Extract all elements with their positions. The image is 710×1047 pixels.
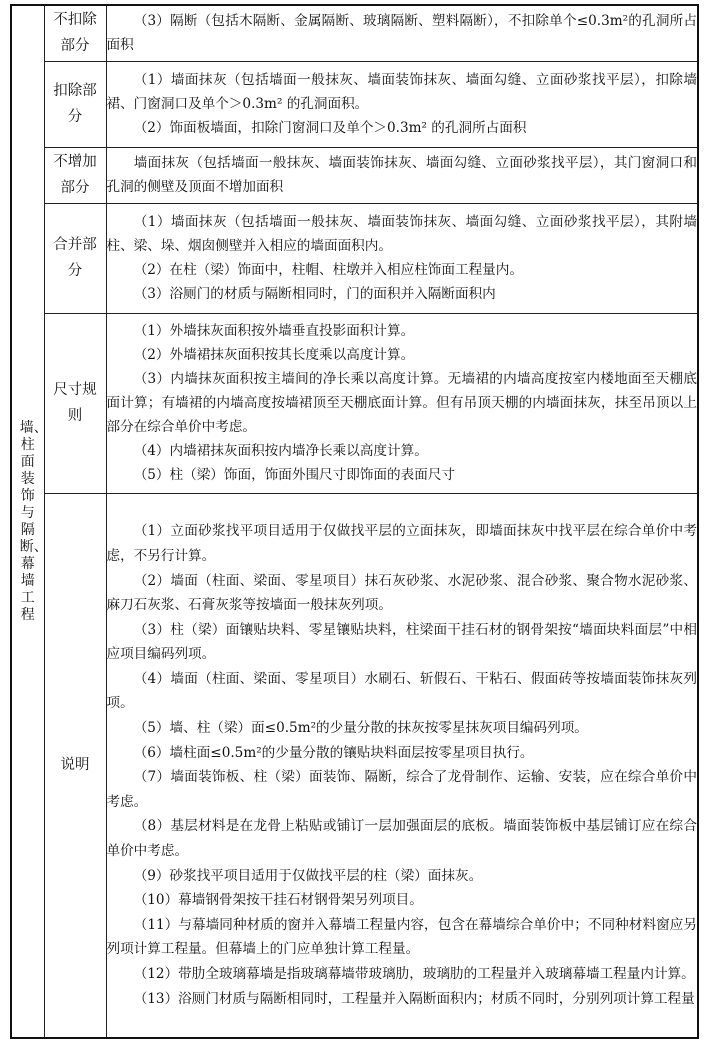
content-cell: [106, 203, 698, 313]
row-not-increased: [11, 147, 698, 203]
content-cell: [106, 147, 698, 203]
category-label: 尺寸规则: [53, 382, 97, 424]
rule-text: （13）浴厕门材质与隔断相同时，工程量并入隔断面积内；材质不同时，分别列项计算工程量: [133, 990, 695, 1007]
rule-text: （3）隔断（包括木隔断、金属隔断、玻璃隔断、塑料隔断），不扣除单个≤0.3m²的孔洞所占面积: [106, 13, 697, 54]
category-cell: [44, 147, 106, 203]
category-cell: [44, 313, 106, 493]
row-merged: [11, 203, 698, 313]
category-cell: [44, 61, 106, 147]
rule-text: （5）墙、柱（梁）面≤0.5m²的少量分散的抹灰按零星抹灰项目编码列项。: [133, 720, 588, 737]
rule-text: （12）带肋全玻璃幕墙是指玻璃幕墙带玻璃肋，玻璃肋的工程量并入玻璃幕墙工程量内计算。: [133, 966, 695, 982]
rule-text: （1）墙面抹灰（包括墙面一般抹灰、墙面装饰抹灰、墙面勾缝、立面砂浆找平层），扣除墙裙、门窗洞口及单个＞0.3m² 的孔洞面积。: [106, 71, 697, 112]
content-cell: [106, 313, 698, 493]
rules-table: [10, 4, 699, 1039]
rule-text: （2）饰面板墙面，扣除门窗洞口及单个＞0.3m² 的孔洞所占面积: [133, 120, 527, 137]
rule-text: （4）内墙裙抹灰面积按内墙净长乘以高度计算。: [133, 443, 428, 459]
category-cell: [44, 493, 106, 1038]
rule-text: （3）内墙抹灰面积按主墙间的净长乘以高度计算。无墙裙的内墙高度按室内楼地面至天棚底面计算；有墙裙的内墙高度按墙裙顶至天棚底面计算。但有吊顶天棚的内墙面抹灰，抹至吊顶以上部分在综合单价中考虑。: [106, 371, 697, 435]
category-label: 说明: [60, 757, 90, 774]
category-label: 不增加部分: [53, 154, 97, 196]
rule-text: （5）柱（梁）饰面，饰面外围尺寸即饰面的表面尺寸: [133, 467, 455, 483]
category-cell: [44, 203, 106, 313]
row-dimension-rules: [11, 313, 698, 493]
rule-text: （2）在柱（梁）饰面中，柱帽、柱墩并入相应柱饰面工程量内。: [133, 262, 523, 278]
rule-text: （1）立面砂浆找平项目适用于仅做找平层的立面抹灰，即墙面抹灰中找平层在综合单价中考虑，不另行计算。: [106, 523, 697, 564]
rule-text: （3）浴厕门的材质与隔断相同时，门的面积并入隔断面积内: [133, 286, 496, 303]
rule-text: （7）墙面装饰板、柱（梁）面装饰、隔断，综合了龙骨制作、运输、安装，应在综合单价中考虑。: [106, 769, 697, 810]
rule-text: 墙面抹灰（包括墙面一般抹灰、墙面装饰抹灰、墙面勾缝、立面砂浆找平层），其门窗洞口和孔洞的侧壁及顶面不增加面积: [106, 154, 697, 195]
category-label: 合并部分: [53, 237, 97, 279]
category-cell: [44, 5, 106, 61]
rule-text: （2）外墙裙抹灰面积按其长度乘以高度计算。: [133, 347, 415, 363]
row-remarks: [11, 493, 698, 1038]
content-cell: [106, 5, 698, 61]
rule-text: （10）幕墙钢骨架按干挂石材钢骨架另列项目。: [133, 892, 423, 909]
rule-text: （6）墙柱面≤0.5m²的少量分散的镶贴块料面层按零星项目执行。: [133, 744, 534, 761]
rule-text: （11）与幕墙同种材质的窗并入幕墙工程量内容，包含在幕墙综合单价中；不同种材料窗应另列项计算工程量。但幕墙上的门应单独计算工程量。: [106, 916, 697, 958]
rule-text: （2）墙面（柱面、梁面、零星项目）抹石灰砂浆、水泥砂浆、混合砂浆、聚合物水泥砂浆、麻刀石灰浆、石膏灰浆等按墙面一般抹灰列项。: [106, 572, 697, 614]
rule-text: （1）墙面抹灰（包括墙面一般抹灰、墙面装饰抹灰、墙面勾缝、立面砂浆找平层），其附墙柱、梁、垛、烟囱侧壁并入相应的墙面面积内。: [106, 213, 697, 254]
rule-text: （4）墙面（柱面、梁面、零星项目）水刷石、斩假石、干粘石、假面砖等按墙面装饰抹灰列项。: [106, 670, 697, 712]
row-deducted: [11, 61, 698, 147]
rule-text: （1）外墙抹灰面积按外墙垂直投影面积计算。: [133, 323, 415, 339]
content-cell: [106, 61, 698, 147]
rule-text: （3）柱（梁）面镶贴块料、零星镶贴块料，柱梁面干挂石材的钢骨架按“墙面块料面层”中相应项目编码列项。: [106, 621, 697, 663]
category-label: 扣除部分: [53, 83, 97, 125]
category-label: 不扣除部分: [53, 12, 97, 55]
chapter-cell: [11, 5, 48, 1038]
row-not-deducted: [11, 5, 698, 61]
rule-text: （9）砂浆找平项目适用于仅做找平层的柱（梁）面抹灰。: [133, 867, 483, 884]
rule-text: （8）基层材料是在龙骨上粘贴或铺订一层加强面层的底板。墙面装饰板中基层铺订应在综合单价中考虑。: [106, 818, 697, 860]
content-cell: [106, 493, 698, 1038]
chapter-title: 墙、柱面装饰与隔断、幕墙工程: [19, 419, 48, 623]
